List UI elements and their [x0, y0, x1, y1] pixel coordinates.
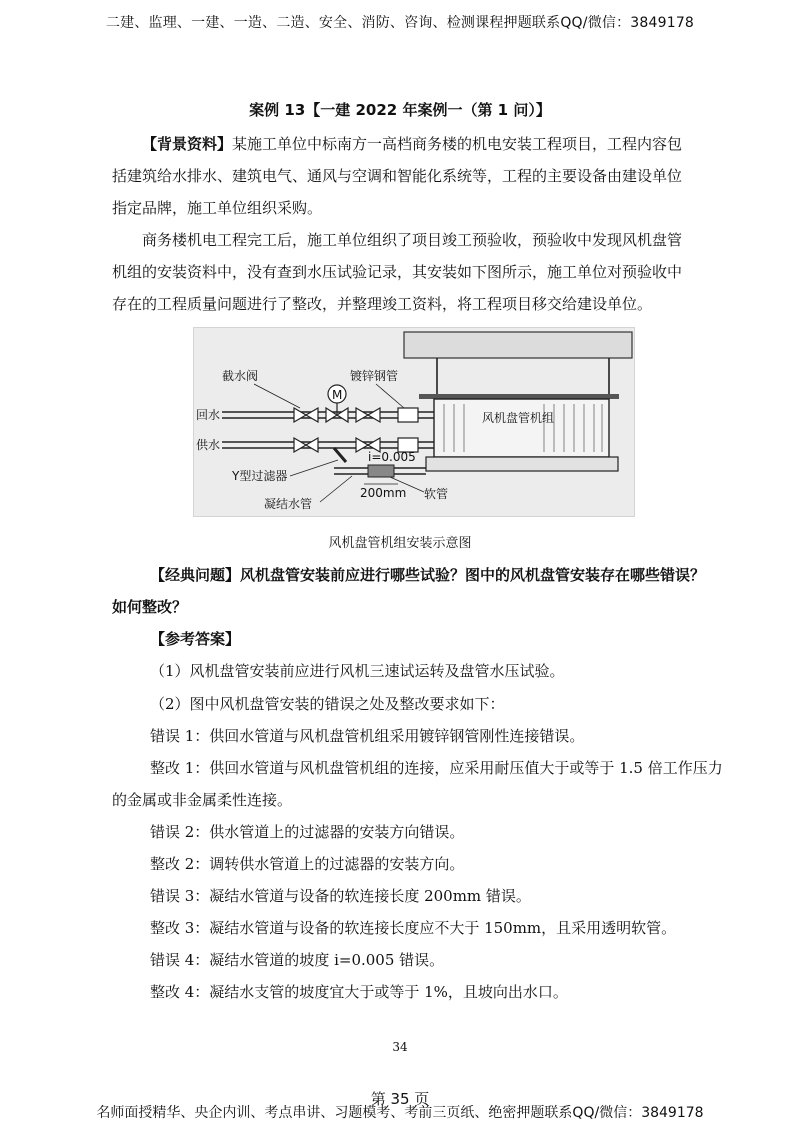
answer-line: 错误 3：凝结水管道与设备的软连接长度 200mm 错误。: [150, 887, 531, 905]
valve-label: 截水阀: [222, 369, 259, 383]
answer-line: 整改 4：凝结水支管的坡度宜大于或等于 1%，且坡向出水口。: [150, 983, 568, 1001]
drip-pan: [426, 457, 618, 471]
installation-diagram: [193, 327, 635, 517]
background-text: 某施工单位中标南方一高档商务楼的机电安装工程项目，工程内容包括建筑给水排水、建筑电气、通风与空调和智能化系统等，工程的主要设备由建设单位指定品牌，施工单位组织采购。: [112, 135, 683, 217]
support-bar: [419, 394, 619, 399]
motor-label: M: [332, 388, 343, 402]
background-label: 【背景资料】: [142, 135, 233, 153]
length-label: 200mm: [360, 486, 407, 500]
ceiling-slab: [404, 332, 632, 358]
background-paragraph-2: 商务楼机电工程完工后，施工单位组织了项目竣工预验收，预验收中发现风机盘管机组的安装资料中，没有查到水压试验记录，其安装如下图所示，施工单位对预验收中存在的工程质量问题进行了整改，并整理竣工资料，将工程项目移交给建设单位。: [112, 231, 683, 313]
y-filter-icon: [334, 448, 346, 462]
answer-line: 错误 4：凝结水管道的坡度 i=0.005 错误。: [150, 951, 445, 969]
filter-label: Y型过滤器: [232, 469, 288, 483]
question-label: 【经典问题】: [150, 566, 241, 584]
question-line-1: [150, 559, 705, 591]
answer-label: 【参考答案】: [150, 630, 241, 648]
answer-line: （2）图中风机盘管安装的错误之处及整改要求如下：: [150, 695, 505, 713]
flexible-hose-icon: [368, 465, 394, 477]
diagram-svg: [194, 328, 636, 518]
answer-line-continuation: 的金属或非金属柔性连接。: [112, 791, 293, 809]
answer-line: 错误 1：供回水管道与风机盘管机组采用镀锌钢管刚性连接错误。: [150, 727, 585, 745]
question-line-2: 如何整改？: [112, 598, 188, 616]
return-label: 回水: [196, 408, 221, 422]
unit-label: 风机盘管机组: [482, 411, 555, 425]
page-label: 第 35 页: [370, 1090, 430, 1108]
answer-line: 错误 2：供水管道上的过滤器的安装方向错误。: [150, 823, 465, 841]
hose-label: 软管: [424, 487, 449, 501]
figure-caption: 风机盘管机组安装示意图: [328, 536, 472, 551]
answer-line: 整改 3：凝结水管道与设备的软连接长度应不大于 150mm，且采用透明软管。: [150, 919, 677, 937]
page-number: 34: [392, 1040, 408, 1054]
answer-line: 整改 1：供回水管道与风机盘管机组的连接，应采用耐压值大于或等于 1.5 倍工作压力: [150, 759, 723, 777]
page-footer: 名师面授精华、央企内训、考点串讲、习题模考、考前三页纸、绝密押题联系QQ/微信：3849178: [96, 1105, 704, 1121]
background-paragraph: [112, 128, 695, 224]
page-header: 二建、监理、一建、一造、二造、安全、消防、咨询、检测课程押题联系QQ/微信：3849178: [105, 15, 695, 31]
fan-coil-unit-box: [434, 399, 609, 457]
return-connector: [398, 408, 418, 422]
case-title: 案例 13【一建 2022 年案例一（第 1 问）】: [249, 101, 551, 119]
answer-line: 整改 2：调转供水管道上的过滤器的安装方向。: [150, 855, 465, 873]
slope-label: i=0.005: [368, 450, 416, 464]
answer-line: （1）风机盘管安装前应进行风机三速试运转及盘管水压试验。: [150, 662, 565, 680]
condensate-label: 凝结水管: [264, 497, 313, 511]
supply-label: 供水: [196, 438, 221, 452]
galv-pipe-label: 镀锌钢管: [350, 369, 399, 383]
question-text: 风机盘管安装前应进行哪些试验？图中的风机盘管安装存在哪些错误？: [240, 566, 706, 584]
